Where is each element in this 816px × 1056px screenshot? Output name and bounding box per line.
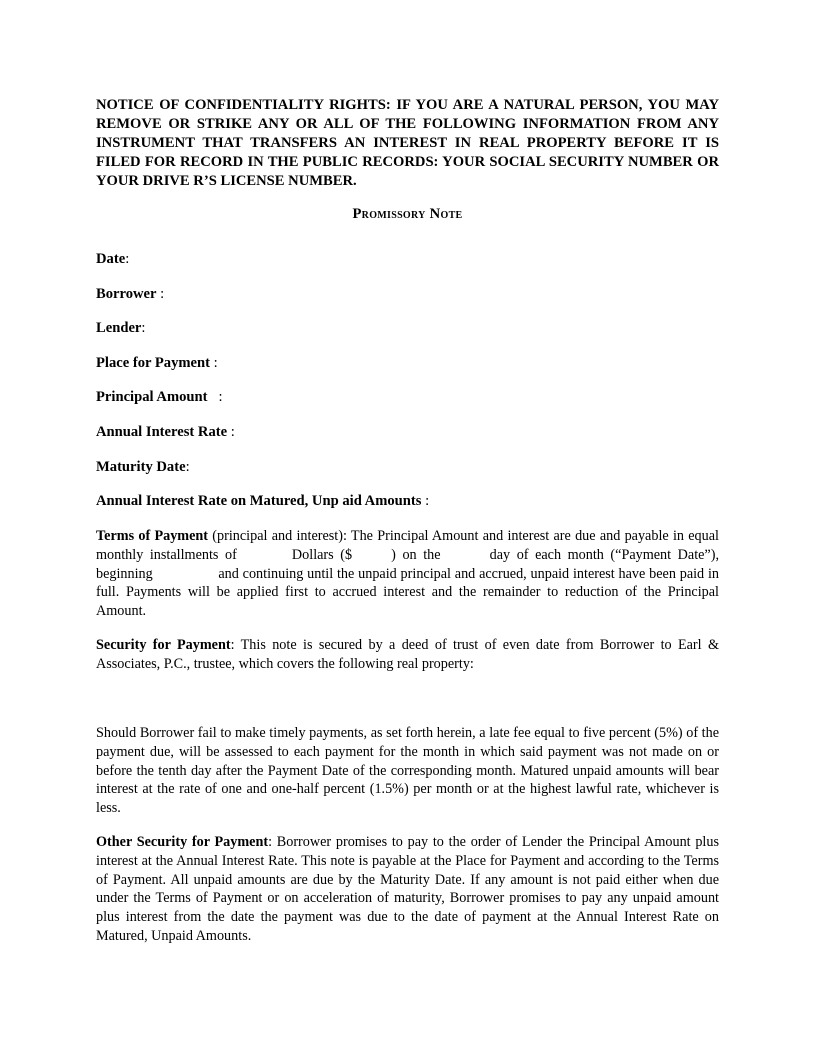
terms-text-5: and continuing until the unpaid principal and accrued, unpaid interest have been paid in full. Payments will be applied first to accrued interest and the remainder to reduction of the Principal Amount. <box>96 565 719 620</box>
terms-text-4: day of each month (“Payment Date”), beginning <box>96 546 719 582</box>
other-security-body: : Borrower promises to pay to the order of Lender the Principal Amount plus interest at the Annual Interest Rate. This note is payable at the Place for Payment and according to the Terms of Payment. All unpaid amounts are due by the Maturity Date. If any amount is not paid either when due under the Terms of Payment or on acceleration of maturity, Borrower promises to pay any unpaid amount plus interest from the date the payment was due to the date of payment at the Annual Interest Rate on Matured, Unpaid Amounts. <box>96 834 719 944</box>
terms-heading: Terms of Payment <box>96 528 209 544</box>
field-matured-rate-sep: : <box>425 493 430 509</box>
field-maturity-date <box>96 458 190 477</box>
field-borrower-label: Borrower <box>96 286 157 302</box>
field-maturity-label: Maturity Date <box>96 459 186 475</box>
security-heading: Security for Payment <box>96 637 231 653</box>
field-borrower-sep: : <box>160 286 165 302</box>
terms-of-payment-paragraph <box>96 527 719 621</box>
other-security-heading: Other Security for Payment <box>96 834 269 850</box>
field-principal-amount <box>96 388 223 407</box>
field-principal-label: Principal Amount <box>96 389 208 405</box>
field-lender-sep: : <box>141 320 146 336</box>
confidentiality-notice: NOTICE OF CONFIDENTIALITY RIGHTS: IF YOU ARE A NATURAL PERSON, YOU MAY REMOVE OR STRIKE ANY OR ALL OF THE FOLLOWING INFORMATION FROM ANY INSTRUMENT THAT TRANSFERS AN INTEREST IN REAL PROPERTY BEFORE IT IS FILED FOR RECORD IN THE PUBLIC RECORDS: YOUR SOCIAL SECURITY NUMBER OR YOUR DRIVE R’S LICENSE NUMBER. <box>96 97 719 189</box>
other-security-paragraph <box>96 833 719 946</box>
terms-text-2: Dollars ($ <box>285 546 359 563</box>
field-annual-interest-rate <box>96 423 235 442</box>
field-place-for-payment <box>96 354 218 373</box>
security-for-payment-paragraph <box>96 636 719 674</box>
field-borrower <box>96 285 164 304</box>
field-date-label: Date <box>96 251 126 267</box>
terms-text-3: ) on the <box>384 546 448 563</box>
field-date-sep: : <box>125 251 130 267</box>
field-matured-amounts-rate <box>96 492 429 511</box>
field-place-sep: : <box>213 355 218 371</box>
field-lender-label: Lender <box>96 320 142 336</box>
field-lender <box>96 319 145 338</box>
security-body: : This note is secured by a deed of trust of even date from Borrower to Earl & Associates, P.C., trustee, which covers the following real property: <box>96 637 719 672</box>
field-matured-rate-label: Annual Interest Rate on Matured, Unp aid Amounts <box>96 493 422 509</box>
field-place-label: Place for Payment <box>96 355 211 371</box>
document-title: Promissory Note <box>352 206 463 222</box>
field-principal-sep: : <box>218 389 223 405</box>
late-fee-paragraph: Should Borrower fail to make timely payments, as set forth herein, a late fee equal to five percent (5%) of the payment due, will be assessed to each payment for the month in which said payment was not made on or before the tenth day after the Payment Date of the corresponding month. Matured unpaid amounts will bear interest at the rate of one and one-half percent (1.5%) per month or at the highest lawful rate, whichever is less. <box>96 725 719 817</box>
terms-text-1: (principal and interest): The Principal Amount and interest are due and payable in equal monthly installments of <box>96 528 719 563</box>
field-rate-label: Annual Interest Rate <box>96 424 228 440</box>
field-date <box>96 250 129 269</box>
field-rate-sep: : <box>230 424 235 440</box>
field-maturity-sep: : <box>185 459 190 475</box>
